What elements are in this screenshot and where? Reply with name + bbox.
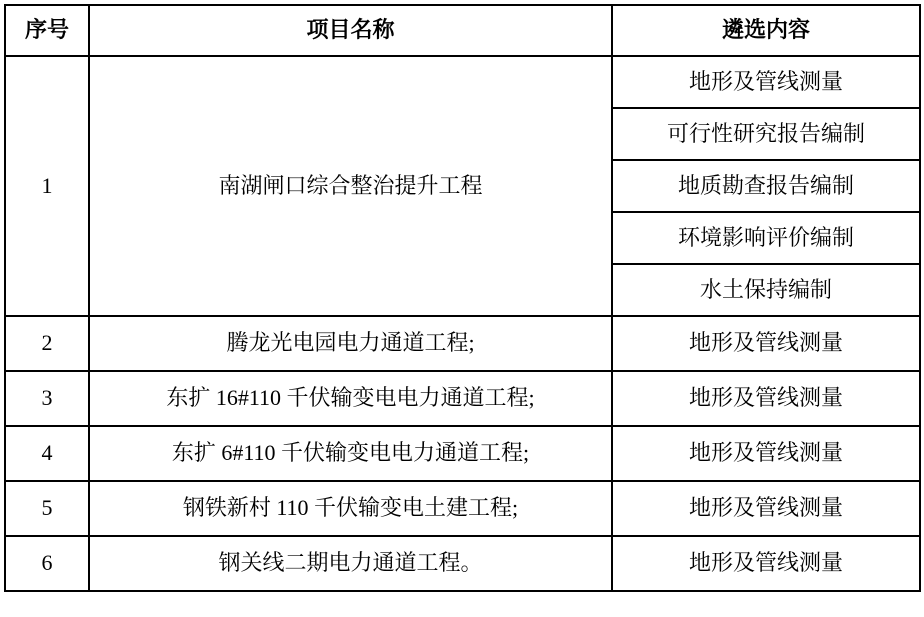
cell-project-name-1: 南湖闸口综合整治提升工程 [89,56,612,316]
cell-selection-content: 地形及管线测量 [612,536,920,591]
table-row-2 [5,316,920,371]
cell-selection-content: 水土保持编制 [612,264,920,316]
table-row-5 [5,481,920,536]
cell-selection-content: 可行性研究报告编制 [612,108,920,160]
cell-serial-no: 3 [5,371,89,426]
cell-serial-no: 5 [5,481,89,536]
table-row-3 [5,371,920,426]
cell-project-name: 东扩 6#110 千伏输变电电力通道工程; [89,426,612,481]
cell-selection-content: 地形及管线测量 [612,56,920,108]
cell-project-name: 钢关线二期电力通道工程。 [89,536,612,591]
cell-selection-content: 地形及管线测量 [612,316,920,371]
header-cell-selection-content: 遴选内容 [612,5,920,56]
cell-project-name: 东扩 16#110 千伏输变电电力通道工程; [89,371,612,426]
cell-serial-no: 2 [5,316,89,371]
cell-serial-no-1: 1 [5,56,89,316]
cell-selection-content: 地形及管线测量 [612,371,920,426]
cell-serial-no: 4 [5,426,89,481]
cell-selection-content: 环境影响评价编制 [612,212,920,264]
cell-serial-no: 6 [5,536,89,591]
header-cell-project-name: 项目名称 [89,5,612,56]
header-cell-serial-no: 序号 [5,5,89,56]
cell-project-name: 腾龙光电园电力通道工程; [89,316,612,371]
cell-selection-content: 地形及管线测量 [612,481,920,536]
table-header-row [5,5,920,56]
table-row-4 [5,426,920,481]
project-selection-table [4,4,921,592]
table-row-6 [5,536,920,591]
table-row-1-sub-1 [5,56,920,108]
cell-project-name: 钢铁新村 110 千伏输变电土建工程; [89,481,612,536]
cell-selection-content: 地质勘查报告编制 [612,160,920,212]
cell-selection-content: 地形及管线测量 [612,426,920,481]
